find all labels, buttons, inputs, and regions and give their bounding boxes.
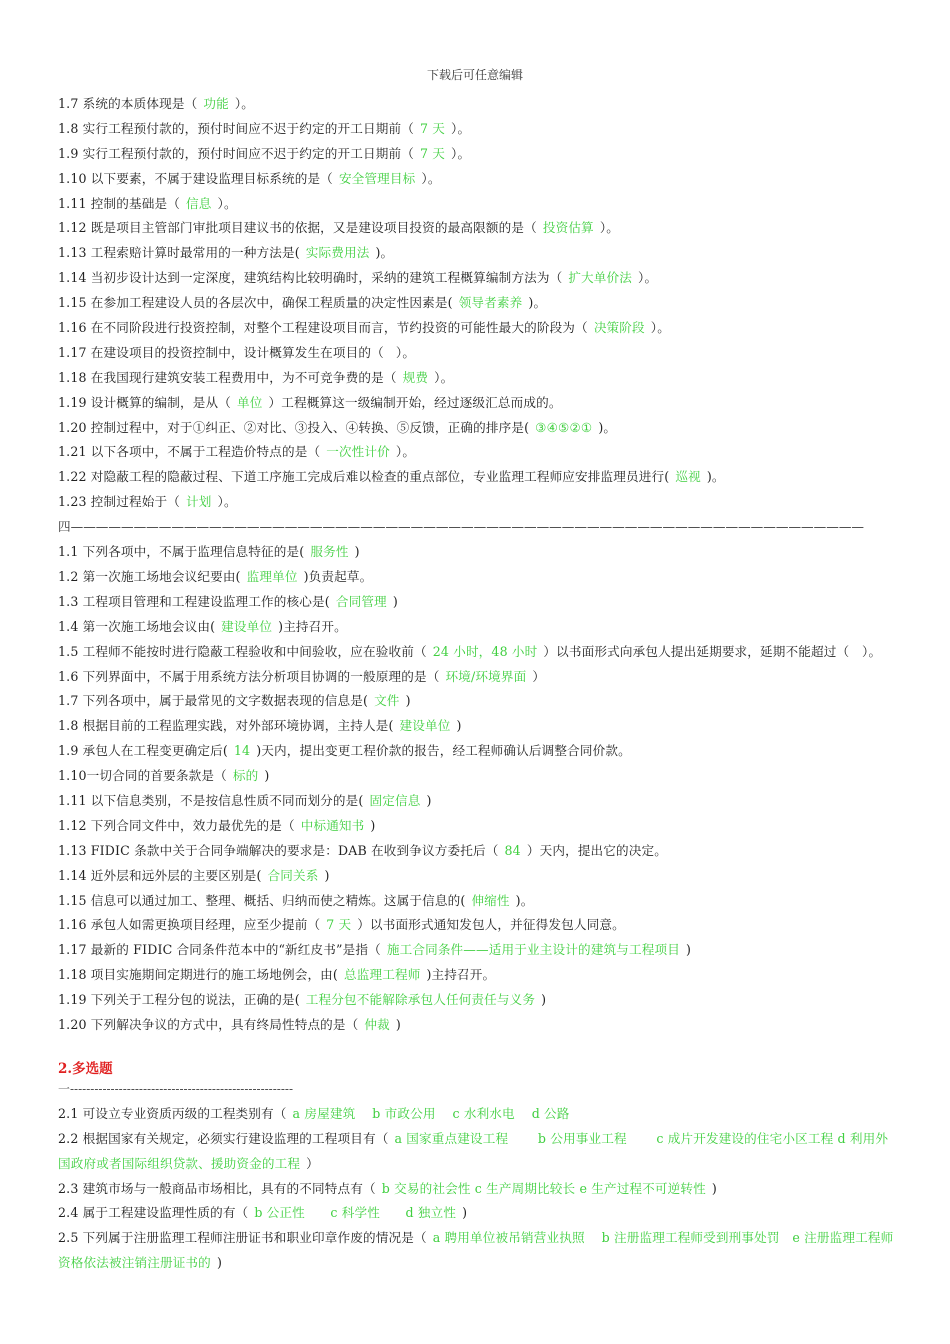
question-suffix: ）以书面形式向承包人提出延期要求，延期不能超过（ ）。 — [543, 643, 882, 659]
answer-text: 一次性计价 — [326, 444, 390, 460]
question-suffix: ）。 — [395, 344, 416, 360]
question-line — [58, 416, 898, 441]
question-suffix: ) — [264, 768, 270, 784]
question-text: 1.17 在建设项目的投资控制中，设计概算发生在项目的（ — [58, 344, 384, 360]
question-line — [58, 266, 898, 291]
question-line — [58, 913, 898, 938]
answer-text: 功能 — [203, 96, 229, 111]
question-text: 1.16 承包人如需更换项目经理，应至少提前（ — [58, 917, 321, 933]
spacer — [58, 1038, 898, 1056]
question-line — [58, 142, 898, 167]
question-text: 1.8 实行工程预付款的，预付时间应不迟于约定的开工日期前（ — [58, 120, 414, 136]
document-body — [58, 92, 898, 1276]
answer-text: 24 小时，48 小时 — [432, 643, 538, 659]
question-text: 1.20 下列解决争议的方式中，具有终局性特点的是（ — [58, 1016, 359, 1032]
answer-text: 计划 — [186, 494, 212, 510]
question-text: 1.10一切合同的首要条款是（ — [58, 768, 227, 784]
question-text: 1.11 控制的基础是（ — [58, 195, 181, 211]
question-line — [58, 739, 898, 764]
question-line — [58, 1013, 898, 1038]
question-suffix: ) — [426, 792, 432, 808]
question-suffix: ）。 — [395, 444, 416, 460]
question-line — [58, 814, 898, 839]
answer-text: 监理单位 — [246, 568, 298, 584]
answer-text: 单位 — [236, 394, 263, 410]
question-text: 1.3 工程项目管理和工程建设监理工作的核心是( — [58, 593, 330, 609]
question-suffix: ）。 — [451, 120, 471, 136]
question-suffix: ）。 — [599, 220, 619, 236]
question-suffix: )天内，提出变更工程价款的报告，经工程师确认后调整合同价款。 — [256, 743, 631, 759]
question-group-3 — [58, 1102, 898, 1276]
question-line — [58, 665, 898, 690]
question-text: 1.19 下列关于工程分包的说法，正确的是( — [58, 992, 300, 1008]
answer-text: 仲裁 — [364, 1016, 390, 1032]
question-suffix: )。 — [375, 245, 394, 261]
question-text: 1.12 既是项目主管部门审批项目建议书的依据，又是建设项目投资的最高限额的是（ — [58, 220, 537, 236]
question-line — [58, 241, 898, 266]
answer-text: 7 天 — [326, 917, 352, 933]
question-text: 1.17 最新的 FIDIC 合同条件范本中的“新红皮书”是指（ — [58, 942, 381, 958]
question-text: 1.7 下列各项中，属于最常见的文字数据表现的信息是( — [58, 693, 369, 709]
question-line — [58, 864, 898, 889]
question-text: 1.8 根据目前的工程监理实践，对外部环境协调，主持人是( — [58, 718, 394, 734]
question-line — [58, 590, 898, 615]
answer-text: 实际费用法 — [305, 245, 370, 261]
question-suffix: )。 — [706, 469, 725, 485]
answer-text: b 公正性 c 科学性 d 独立性 — [254, 1205, 457, 1221]
question-text: 1.1 下列各项中，不属于监理信息特征的是( — [58, 544, 305, 560]
question-line — [58, 440, 898, 465]
answer-text: 总监理工程师 — [344, 967, 421, 983]
question-suffix: )。 — [598, 419, 617, 435]
question-suffix: )主持召开。 — [426, 967, 496, 983]
question-suffix: )。 — [528, 295, 547, 311]
answer-text: 7 天 — [419, 120, 446, 136]
question-text: 1.23 控制过程始于（ — [58, 494, 181, 510]
answer-text: 巡视 — [675, 469, 701, 485]
question-text: 1.13 FIDIC 条款中关于合同争端解决的要求是：DAB 在收到争议方委托后（ — [58, 842, 499, 858]
question-text: 2.5 下列属于注册监理工程师注册证书和职业印章作废的情况是（ — [58, 1230, 427, 1246]
question-text: 1.7 系统的本质体现是（ — [58, 96, 198, 111]
answer-text: 扩大单价法 — [568, 270, 633, 286]
question-text: 1.19 设计概算的编制，是从（ — [58, 394, 231, 410]
question-suffix: ）。 — [434, 369, 454, 385]
question-text: 1.18 项目实施期间定期进行的施工场地例会，由( — [58, 967, 338, 983]
question-text: 1.16 在不同阶段进行投资控制，对整个工程建设项目而言，节约投资的可能性最大的阶段为（ — [58, 320, 588, 336]
question-suffix: ) — [392, 593, 398, 609]
question-text: 1.14 近外层和远外层的主要区别是( — [58, 867, 262, 883]
question-line — [58, 291, 898, 316]
answer-text: 伸缩性 — [471, 892, 510, 908]
answer-text: 环境/环境界面 — [445, 668, 527, 684]
question-suffix: ) — [541, 992, 547, 1008]
question-text: 1.9 实行工程预付款的，预付时间应不迟于约定的开工日期前（ — [58, 145, 414, 161]
question-suffix: ) — [370, 817, 376, 833]
question-text: 1.15 信息可以通过加工、整理、概括、归纳而使之精炼。这属于信息的( — [58, 892, 466, 908]
answer-text: b 交易的社会性 c 生产周期比较长 e 生产过程不可逆转性 — [381, 1180, 706, 1196]
answer-text: 信息 — [186, 195, 212, 211]
answer-text: 决策阶段 — [593, 320, 645, 336]
question-suffix: ）。 — [234, 96, 255, 111]
answer-text: 建设单位 — [221, 618, 273, 634]
question-text: 2.4 属于工程建设监理性质的有（ — [58, 1205, 249, 1221]
question-line — [58, 889, 898, 914]
question-text: 1.18 在我国现行建筑安装工程费用中，为不可竞争费的是（ — [58, 369, 397, 385]
question-line — [58, 789, 898, 814]
question-line — [58, 640, 898, 665]
question-line — [58, 117, 898, 142]
page-header: 下载后可任意编辑 — [426, 68, 523, 82]
question-line — [58, 764, 898, 789]
question-suffix: ）。 — [217, 494, 237, 510]
question-text: 1.22 对隐蔽工程的隐蔽过程、下道工序施工完成后难以检查的重点部位，专业监理工程师应安排监理员进行( — [58, 469, 670, 485]
question-text: 2.3 建筑市场与一般商品市场相比，具有的不同特点有（ — [58, 1180, 376, 1196]
question-line — [58, 192, 898, 217]
question-suffix: )。 — [515, 892, 534, 908]
question-text: 1.11 以下信息类别，不是按信息性质不同而划分的是( — [58, 792, 364, 808]
question-suffix: ) — [685, 942, 692, 958]
question-suffix: ) — [711, 1180, 717, 1196]
question-line — [58, 216, 898, 241]
question-text: 1.13 工程索赔计算时最常用的一种方法是( — [58, 245, 300, 261]
question-text: 1.12 下列合同文件中，效力最优先的是（ — [58, 817, 295, 833]
section-title-multiple-choice: 2.多选题 — [58, 1060, 113, 1077]
question-suffix: ）。 — [451, 145, 471, 161]
answer-text: a 聘用单位被吊销营业执照 b 注册监理工程师受到刑事处罚 e 注册监理工程师资格依法被注销注册证书的 — [58, 1230, 894, 1271]
question-line — [58, 963, 898, 988]
answer-text: 规费 — [402, 369, 429, 385]
section-separator-4: 四——————————————————————————————————————————————————————————————— — [58, 519, 864, 535]
question-group-1 — [58, 92, 898, 515]
question-suffix: )负责起草。 — [303, 568, 373, 584]
question-text: 1.5 工程师不能按时进行隐蔽工程验收和中间验收，应在验收前（ — [58, 643, 427, 659]
question-text: 1.6 下列界面中，不属于用系统方法分析项目协调的一般原理的是（ — [58, 668, 440, 684]
question-suffix: ）。 — [638, 270, 658, 286]
answer-text: 安全管理目标 — [338, 170, 416, 186]
question-group-2 — [58, 540, 898, 1038]
question-text: 1.20 控制过程中，对于①纠正、②对比、③投入、④转换、⑤反馈，正确的排序是( — [58, 419, 530, 435]
question-line — [58, 316, 898, 341]
answer-text: 文件 — [374, 693, 400, 709]
question-line — [58, 540, 898, 565]
answer-text: 服务性 — [310, 544, 349, 560]
question-line — [58, 988, 898, 1013]
question-suffix: ）天内，提出它的决定。 — [526, 842, 668, 858]
question-line — [58, 938, 898, 963]
answer-text: 合同关系 — [267, 867, 319, 883]
question-suffix: ）。 — [650, 320, 670, 336]
question-line — [58, 615, 898, 640]
answer-text: 建设单位 — [399, 718, 451, 734]
answer-text: 投资估算 — [542, 220, 594, 236]
question-line — [58, 689, 898, 714]
answer-text: 84 — [504, 842, 521, 858]
answer-text: 合同管理 — [335, 593, 387, 609]
question-line — [58, 490, 898, 515]
answer-text: 14 — [233, 743, 251, 759]
answer-text: 领导者素养 — [458, 295, 523, 311]
question-suffix: ) — [324, 867, 330, 883]
answer-text: 工程分包不能解除承包人任何责任与义务 — [305, 992, 536, 1008]
answer-text: a 房屋建筑 b 市政公用 c 水利水电 d 公路 — [292, 1105, 570, 1121]
question-text: 1.15 在参加工程建设人员的各层次中，确保工程质量的决定性因素是( — [58, 295, 453, 311]
question-line — [58, 366, 898, 391]
question-line — [58, 1177, 898, 1202]
question-suffix: ) — [354, 544, 360, 560]
answer-text: a 国家重点建设工程 b 公用事业工程 c 成片开发建设的住宅小区工程 d 利用外国政府或者国际组织贷款、援助资金的工程 — [58, 1130, 889, 1171]
question-text: 1.9 承包人在工程变更确定后( — [58, 743, 228, 759]
question-suffix: ）。 — [217, 195, 237, 211]
question-suffix: ) — [462, 1205, 468, 1221]
question-line — [58, 1127, 898, 1177]
question-text: 2.1 可设立专业资质丙级的工程类别有（ — [58, 1105, 287, 1121]
section-dash-line: 一------------------------------------------------------- — [58, 1081, 294, 1096]
answer-text: 固定信息 — [369, 792, 421, 808]
question-text: 1.21 以下各项中，不属于工程造价特点的是（ — [58, 444, 321, 460]
question-text: 2.2 根据国家有关规定，必须实行建设监理的工程项目有（ — [58, 1130, 389, 1146]
question-line — [58, 92, 898, 117]
question-suffix: )主持召开。 — [278, 618, 347, 634]
answer-text: 施工合同条件——适用于业主设计的建筑与工程项目 — [386, 942, 680, 958]
question-line — [58, 465, 898, 490]
question-suffix: ）以书面形式通知发包人，并征得发包人同意。 — [357, 917, 625, 933]
question-line — [58, 1226, 898, 1276]
question-line — [58, 167, 898, 192]
answer-text: 标的 — [232, 768, 259, 784]
question-suffix: ）工程概算这一级编制开始，经过逐级汇总而成的。 — [268, 394, 562, 410]
question-text: 1.4 第一次施工场地会议由( — [58, 618, 216, 634]
question-line — [58, 1201, 898, 1226]
question-suffix: ) — [456, 718, 462, 734]
answer-text: 中标通知书 — [300, 817, 365, 833]
question-suffix: ) — [395, 1016, 401, 1032]
question-suffix: ） — [306, 1155, 319, 1171]
question-line — [58, 839, 898, 864]
question-suffix: ） — [532, 668, 546, 684]
question-text: 1.2 第一次施工场地会议纪要由( — [58, 568, 241, 584]
question-suffix: ) — [216, 1255, 223, 1271]
question-line — [58, 341, 898, 366]
question-line — [58, 714, 898, 739]
question-line — [58, 565, 898, 590]
question-suffix: ) — [405, 693, 411, 709]
answer-text: ③④⑤②① — [535, 419, 593, 435]
question-line — [58, 1102, 898, 1127]
question-suffix: ）。 — [421, 170, 441, 186]
question-text: 1.14 当初步设计达到一定深度，建筑结构比较明确时，采纳的建筑工程概算编制方法为（ — [58, 270, 563, 286]
question-line — [58, 391, 898, 416]
question-text: 1.10 以下要素，不属于建设监理目标系统的是（ — [58, 170, 333, 186]
answer-text: 7 天 — [419, 145, 446, 161]
